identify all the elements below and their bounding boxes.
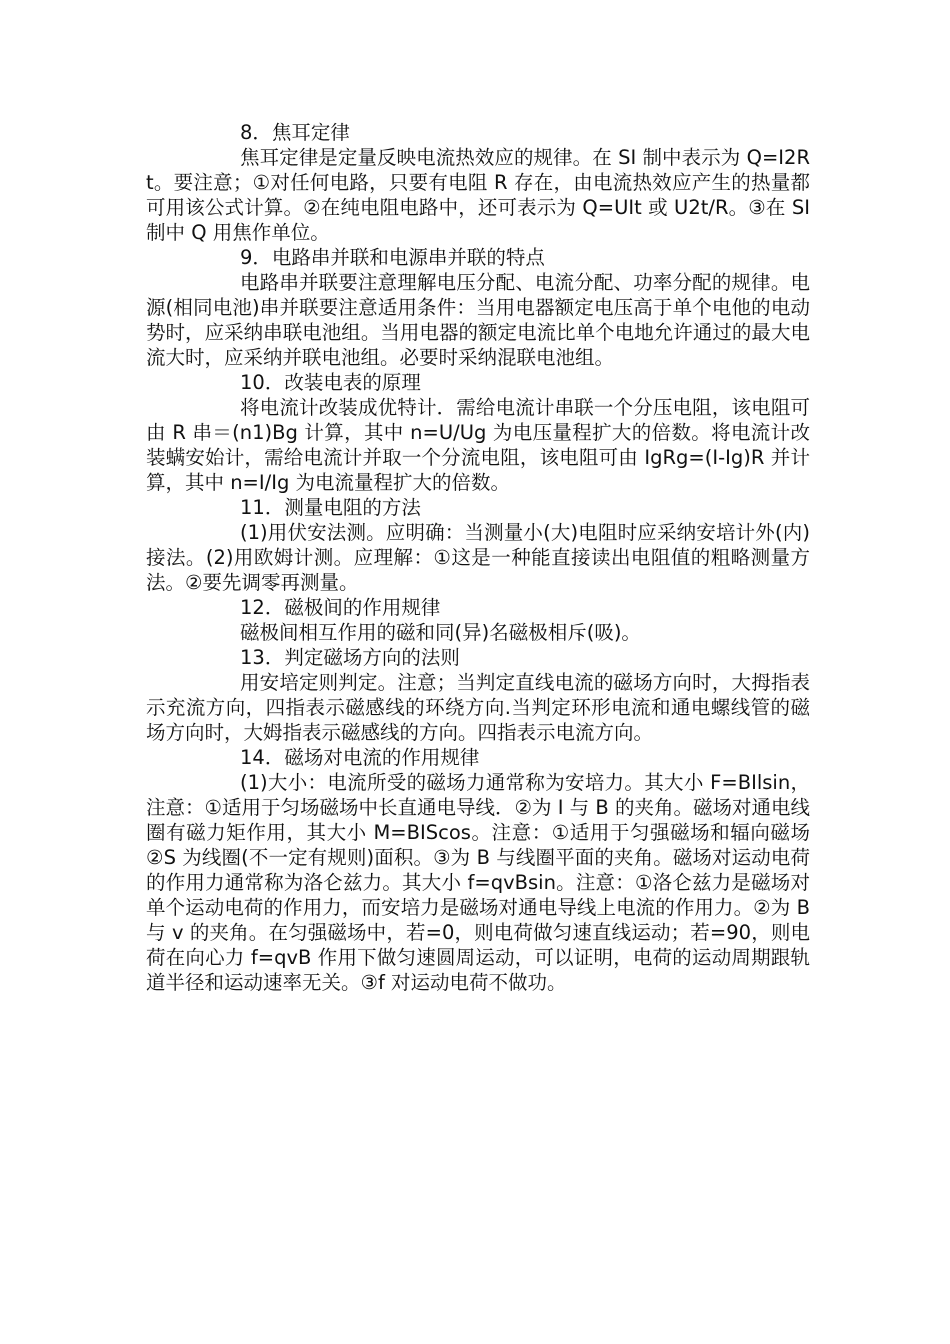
section-body-14: (1)大小：电流所受的磁场力通常称为安培力。其大小 F=BIlsin，注意：①适用于匀场磁场中长直通电导线．②为 I 与 B 的夹角。磁场对通电线圈有磁力矩作用，其大小 M=BIScos。注意：①适用于匀强磁场和辐向磁场②S 为线圈(不一定有规则)面积。③为 B 与线圈平面的夹角。磁场对运动电荷的作用力通常称为洛仑兹力。其大小 f=qvBsin。注意：①洛仑兹力是磁场对单个运动电荷的作用力，而安培力是磁场对通电导线上电流的作用力。②为 B 与 v 的夹角。在匀强磁场中，若=0，则电荷做匀速直线运动；若=90，则电荷在向心力 f=qvB 作用下做匀速圆周运动，可以证明，电荷的运动周期跟轨道半径和运动速率无关。③f 对运动电荷不做功。: [146, 771, 810, 994]
section-heading-12: 12．磁极间的作用规律: [240, 596, 441, 619]
section-heading-11: 11．测量电阻的方法: [240, 496, 421, 519]
section-body-11: (1)用伏安法测。应明确：当测量小(大)电阻时应采纳安培计外(内)接法。(2)用欧姆计测。应理解：①这是一种能直接读出电阻值的粗略测量方法。②要先调零再测量。: [146, 521, 810, 594]
section-heading-8: 8．焦耳定律: [240, 121, 350, 144]
document-body: [146, 120, 810, 995]
section-body-10: 将电流计改装成优特计．需给电流计串联一个分压电阻，该电阻可由 R 串＝(n1)Bg 计算，其中 n=U/Ug 为电压量程扩大的倍数。将电流计改装螨安始计，需给电流计并取一个分流电阻，该电阻可由 IgRg=(I-Ig)R 并计算，其中 n=I/Ig 为电流量程扩大的倍数。: [146, 396, 810, 494]
section-body-12: 磁极间相互作用的磁和同(异)名磁极相斥(吸)。: [240, 621, 641, 644]
section-body-8: 焦耳定律是定量反映电流热效应的规律。在 SI 制中表示为 Q=I2Rt。要注意；①对任何电路，只要有电阻 R 存在，由电流热效应产生的热量都可用该公式计算。②在纯电阻电路中，还可表示为 Q=UIt 或 U2t/R。③在 SI 制中 Q 用焦作单位。: [146, 146, 810, 244]
section-body-13: 用安培定则判定。注意；当判定直线电流的磁场方向时，大拇指表示充流方向，四指表示磁感线的环绕方向.当判定环形电流和通电螺线管的磁场方向时，大姆指表示磁感线的方向。四指表示电流方向。: [146, 671, 810, 744]
section-heading-9: 9．电路串并联和电源串并联的特点: [240, 246, 545, 269]
section-heading-14: 14．磁场对电流的作用规律: [240, 746, 480, 769]
section-heading-10: 10．改装电表的原理: [240, 371, 421, 394]
section-heading-13: 13．判定磁场方向的法则: [240, 646, 460, 669]
section-body-9: 电路串并联要注意理解电压分配、电流分配、功率分配的规律。电源(相同电池)串并联要注意适用条件：当用电器额定电压高于单个电他的电动势时，应采纳串联电池组。当用电器的额定电流比单个电地允许通过的最大电流大时，应采纳并联电池组。必要时采纳混联电池组。: [146, 271, 810, 369]
